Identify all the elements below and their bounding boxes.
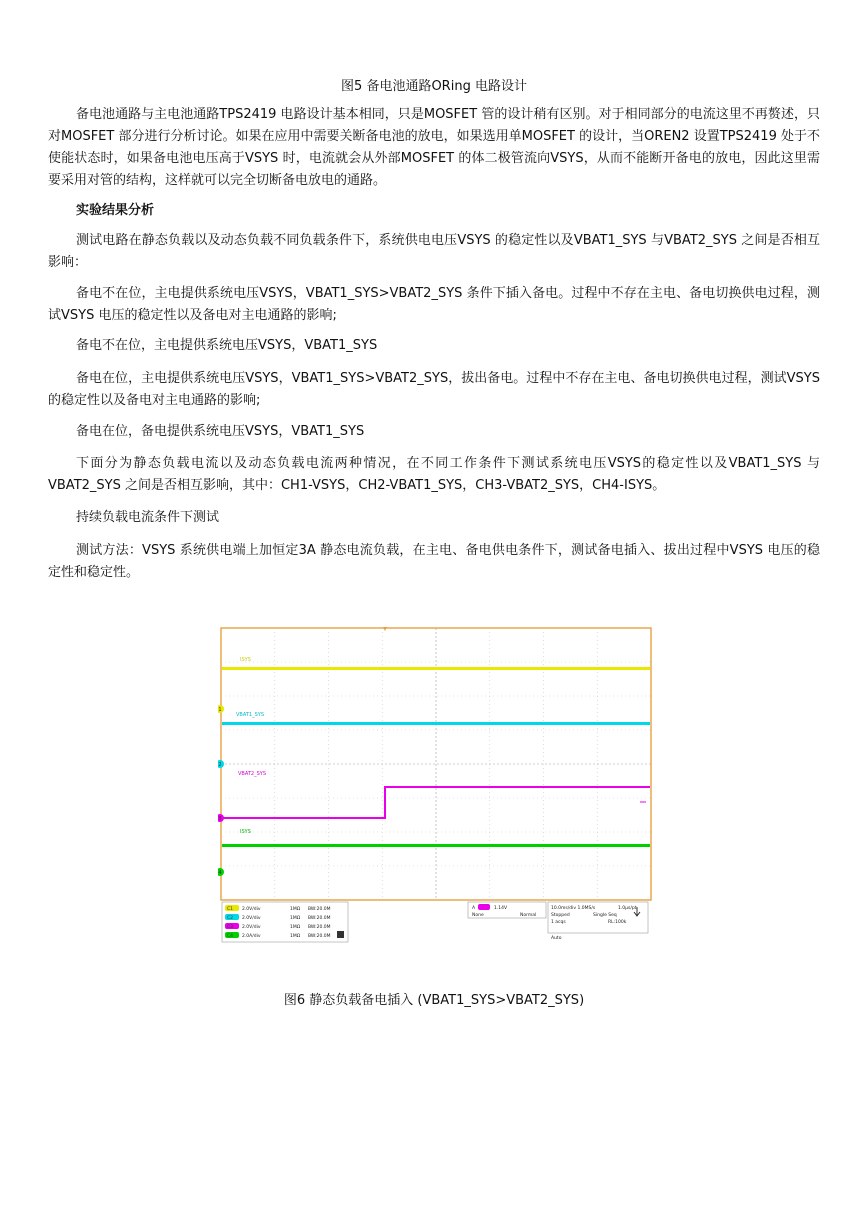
ch4-settings-coupling: 1MΩ [290, 934, 301, 939]
paragraph-6: 备电在位，备电提供系统电压VSYS，VBAT1_SYS [76, 424, 365, 439]
timebase-line1: 10.0ms/div 1.0MS/s [551, 906, 596, 911]
menu-icon [337, 931, 344, 938]
section-heading: 实验结果分析 [76, 203, 155, 218]
ch1-settings-scale: 2.0V/div [242, 907, 261, 912]
timebase-line1-right: 1.0μs/pt [618, 906, 637, 911]
paragraph-8: 持续负载电流条件下测试 [76, 510, 220, 525]
ch1-trace-label: ISYS [240, 657, 251, 663]
oscilloscope-screenshot [218, 625, 652, 947]
ch4-settings-name: C4 [227, 934, 234, 939]
paragraph-1: 备电池通路与主电池通路TPS2419 电路设计基本相同，只是MOSFET 管的设计稍有区别。对于相同部分的电流这里不再赘述，只对MOSFET 部分进行分析讨论。如果在应用中需要关断备电池的放电，如果选用单MOSFET 的设计，当OREN2 设置TPS2419 处于不使能状态时，如果备电池电压高于VSYS 时，电流就会从外部MOSFET 的体二极管流向VSYS，从而不能断开备电的放电，因此这里需要采用对管的结构，这样就可以完全切断备电放电的通路。 [48, 107, 820, 188]
ch2-trace-label: VBAT1_SYS [236, 712, 265, 718]
ch4-settings-bw: BW:20.0M [308, 934, 331, 939]
ch2-settings-bw: BW:20.0M [308, 916, 331, 921]
trigger-level: 1.14V [494, 906, 508, 911]
paragraph-2: 测试电路在静态负载以及动态负载不同负载条件下，系统供电电压VSYS 的稳定性以及VBAT1_SYS 与VBAT2_SYS 之间是否相互影响： [48, 233, 820, 270]
ch1-settings-coupling: 1MΩ [290, 907, 301, 912]
ch2-marker: 2 [218, 762, 222, 768]
timebase-acqs: 1 acqs [551, 920, 566, 925]
timebase-acq-mode: Single Seq [593, 913, 617, 918]
figure6-caption: 图6 静态负载备电插入 (VBAT1_SYS>VBAT2_SYS) [283, 993, 585, 1008]
timebase-auto: Auto [551, 936, 562, 941]
paragraph-4: 备电不在位，主电提供系统电压VSYS，VBAT1_SYS [76, 338, 378, 353]
timebase-record-length: RL:100k [608, 920, 627, 925]
ch2-settings-coupling: 1MΩ [290, 916, 301, 921]
ch3-settings-coupling: 1MΩ [290, 925, 301, 930]
paragraph-5: 备电在位，主电提供系统电压VSYS，VBAT1_SYS>VBAT2_SYS，拔出备电。过程中不存在主电、备电切换供电过程，测试VSYS 的稳定性以及备电对主电通路的影响; [48, 371, 820, 408]
paragraph-3: 备电不在位，主电提供系统电压VSYS，VBAT1_SYS>VBAT2_SYS 条件下插入备电。过程中不存在主电、备电切换供电过程，测试VSYS 电压的稳定性以及备电对主电通路的影响; [48, 286, 820, 323]
ch4-trace-label: ISYS [240, 829, 251, 835]
ch1-marker: 1 [218, 707, 222, 713]
ch3-settings-name: C3 [227, 925, 234, 930]
ch2-settings-name: C2 [227, 916, 234, 921]
ch4-settings-scale: 2.0A/div [242, 934, 261, 939]
paragraph-7: 下面分为静态负载电流以及动态负载电流两种情况，在不同工作条件下测试系统电压VSYS的稳定性以及VBAT1_SYS 与VBAT2_SYS 之间是否相互影响，其中：CH1-VSYS，CH2-VBAT1_SYS，CH3-VBAT2_SYS，CH4-ISYS。 [48, 456, 820, 493]
ch1-settings-name: C1 [227, 907, 234, 912]
ch3-marker: 3 [218, 816, 222, 822]
ch3-settings-scale: 2.0V/div [242, 925, 261, 930]
trigger-source: A [472, 906, 476, 911]
ch3-trace-label: VBAT2_SYS [238, 771, 267, 777]
ch1-settings-bw: BW:20.0M [308, 907, 331, 912]
trigger-channel-icon [478, 904, 490, 910]
timebase-status: Stopped [551, 913, 570, 918]
ch2-settings-scale: 2.0V/div [242, 916, 261, 921]
paragraph-9: 测试方法：VSYS 系统供电端上加恒定3A 静态电流负载，在主电、备电供电条件下，测试备电插入、拔出过程中VSYS 电压的稳定性和稳定性。 [48, 543, 820, 580]
ch4-marker: 4 [218, 870, 222, 876]
figure5-caption: 图5 备电池通路ORing 电路设计 [341, 79, 527, 94]
trigger-mode-left: None [472, 913, 484, 918]
ch3-settings-bw: BW:20.0M [308, 925, 331, 930]
trigger-mode-right: Normal [520, 913, 537, 918]
